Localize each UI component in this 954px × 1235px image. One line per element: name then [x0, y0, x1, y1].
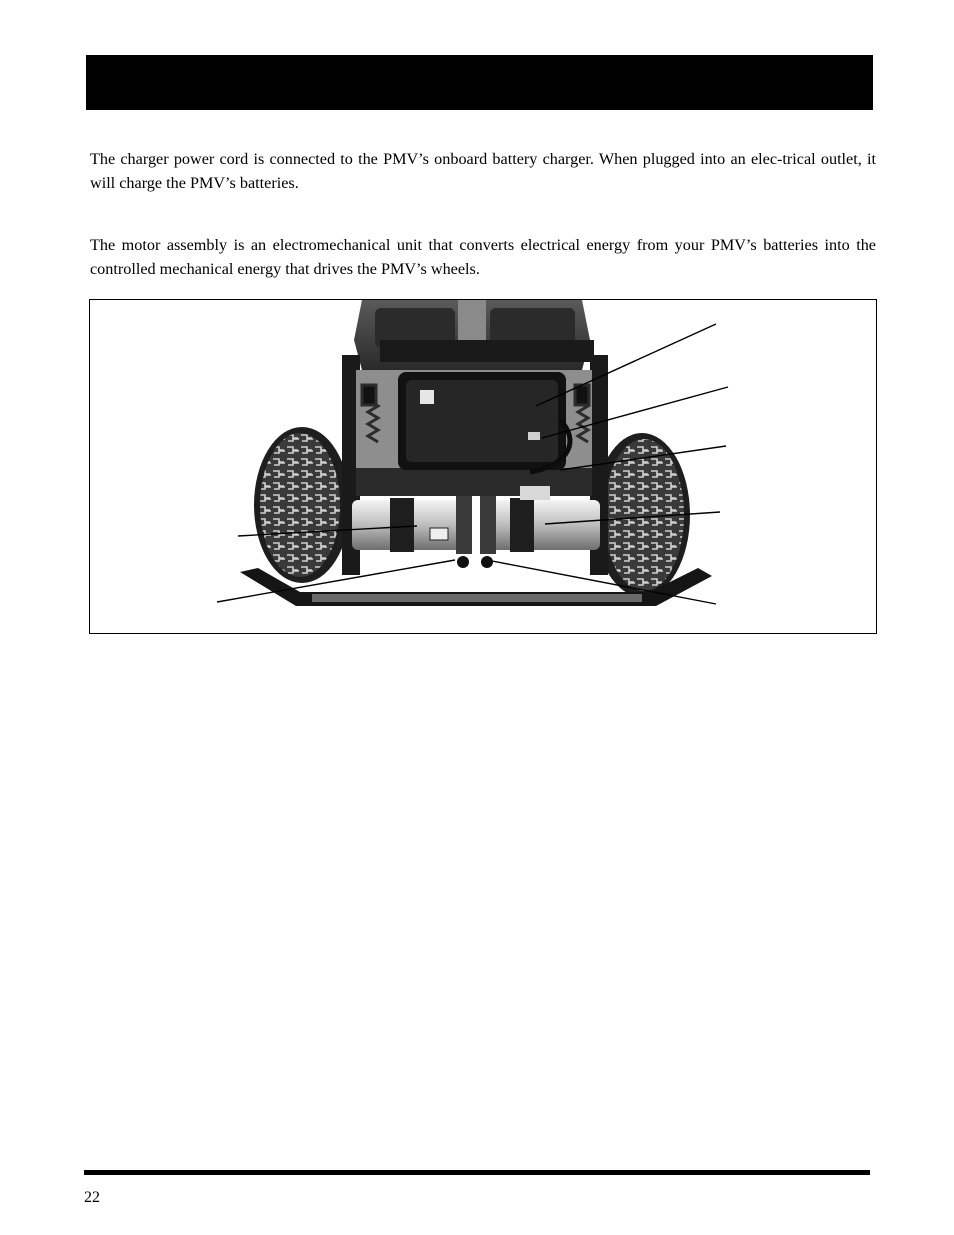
- motor-assembly-right: [480, 486, 600, 554]
- section-header-bar: [86, 55, 873, 110]
- footer-rule: [84, 1170, 870, 1175]
- freewheel-knob-right: [481, 556, 493, 568]
- left-rear-wheel: [254, 427, 350, 583]
- onboard-battery-charger: [398, 372, 570, 472]
- freewheel-knob-left: [457, 556, 469, 568]
- scooter-rear-illustration: [90, 300, 876, 633]
- figure-motor-assembly: [89, 299, 877, 634]
- motor-assembly-paragraph: The motor assembly is an electromechanical unit that converts electrical energy from your PMV’s batteries into the controlled mechanical energy that drives the PMV’s wheels.: [90, 236, 876, 278]
- charger-cord-paragraph: The charger power cord is connected to the PMV’s onboard battery charger. When plugged into an elec-trical outlet, it will charge the PMV’s batteries.: [90, 150, 876, 192]
- motor-assembly-left: [352, 496, 472, 554]
- page-number: 22: [84, 1189, 100, 1206]
